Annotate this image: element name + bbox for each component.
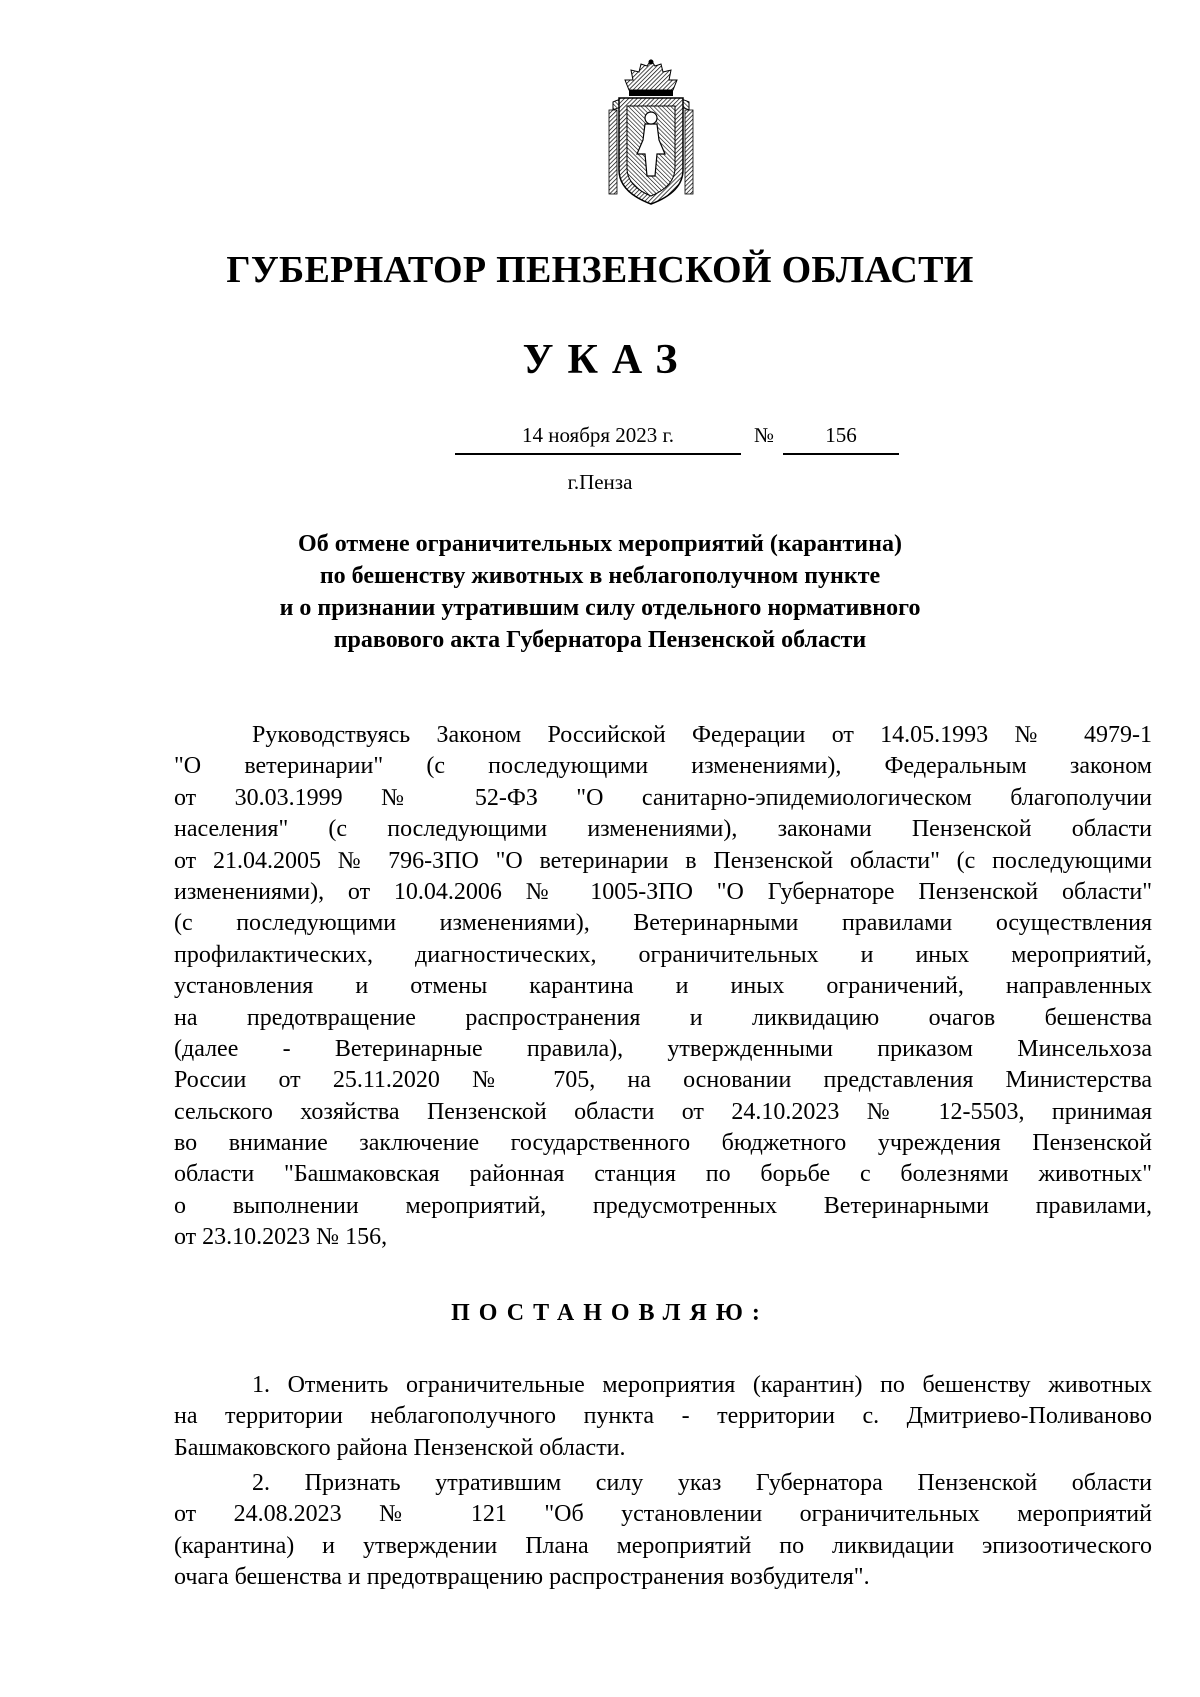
preamble-line: сельского хозяйства Пензенской области от 24.10.2023 № 12-5503, принимая [174,1098,1152,1125]
number-sign: № [754,423,775,447]
preamble-line: (далее - Ветеринарные правила), утвержденными приказом Минсельхоза [174,1035,1152,1062]
item-1-line: Башмаковского района Пензенской области. [174,1434,626,1461]
item-2-line: 2. Признать утратившим силу указ Губернатора Пензенской области [252,1470,1152,1496]
item-2-line: очага бешенства и предотвращению распространения возбудителя". [174,1564,870,1591]
preamble-line: "О ветеринарии" (с последующими изменениями), Федеральным законом [174,753,1152,780]
item-1-line: 1. Отменить ограничительные мероприятия (карантин) по бешенству животных [252,1372,1152,1398]
preamble-line: во внимание заключение государственного бюджетного учреждения Пензенской [174,1130,1152,1157]
title-line: правового акта Губернатора Пензенской области [333,627,867,653]
decree-word: ПОСТАНОВЛЯЮ: [451,1300,769,1326]
item-2-paragraph [174,1468,1152,1594]
preamble-line: (с последующими изменениями), Ветеринарными правилами осуществления [174,910,1152,937]
preamble-line: о выполнении мероприятий, предусмотренных Ветеринарными правилами, [174,1192,1152,1219]
preamble-line: России от 25.11.2020 № 705, на основании представления Министерства [174,1067,1152,1094]
date-number-line [0,420,1200,456]
preamble-line: от 30.03.1999 № 52-ФЗ "О санитарно-эпидемиологическом благополучии [174,784,1152,811]
document-number: 156 [783,420,899,455]
preamble-line: профилактических, диагностических, ограничительных и иных мероприятий, [174,941,1152,968]
preamble-line: на предотвращение распространения и ликвидацию очагов бешенства [174,1004,1152,1031]
preamble-line: от 21.04.2005 № 796-ЗПО "О ветеринарии в Пензенской области" (с последующими [174,847,1152,874]
preamble-line: установления и отмены карантина и иных ограничений, направленных [174,973,1152,1000]
document-city: г.Пенза [567,470,633,494]
preamble-line: Руководствуясь Законом Российской Федерации от 14.05.1993 № 4979-1 [252,722,1152,748]
item-1-paragraph [174,1370,1152,1464]
preamble-line: населения" (с последующими изменениями), законами Пензенской области [174,816,1152,843]
document-date: 14 ноября 2023 г. [455,420,741,455]
title-line: по бешенству животных в неблагополучном пункте [319,563,881,589]
document-type: УКАЗ [522,337,692,383]
title-line: и о признании утратившим силу отдельного нормативного [279,595,921,621]
preamble-line: области "Башмаковская районная станция по борьбе с болезнями животных" [174,1161,1152,1188]
preamble-paragraph [174,720,1152,1254]
organization-name: ГУБЕРНАТОР ПЕНЗЕНСКОЙ ОБЛАСТИ [226,249,974,291]
preamble-line: от 23.10.2023 № 156, [174,1224,388,1251]
title-line: Об отмене ограничительных мероприятий (карантина) [298,531,902,557]
document-title [160,528,1040,656]
item-1-line: на территории неблагополучного пункта - территории с. Дмитриево-Поливаново [174,1403,1152,1430]
preamble-line: изменениями), от 10.04.2006 № 1005-ЗПО "О Губернаторе Пензенской области" [174,878,1152,905]
item-2-line: (карантина) и утверждении Плана мероприятий по ликвидации эпизоотического [174,1532,1152,1559]
coat-of-arms-emblem-icon [605,58,697,210]
item-2-line: от 24.08.2023 № 121 "Об установлении ограничительных мероприятий [174,1501,1152,1528]
